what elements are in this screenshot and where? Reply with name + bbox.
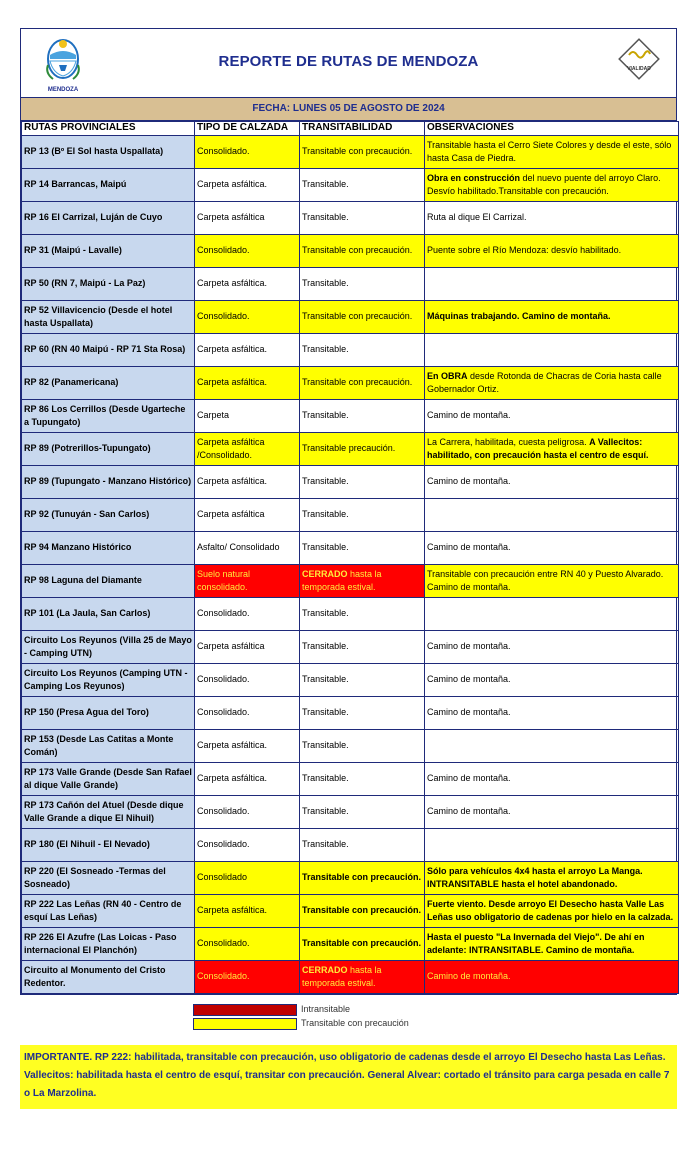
cell-text: RP 50 (RN 7, Maipú - La Paz) <box>24 278 146 289</box>
cell-text: Transitable. <box>302 542 349 553</box>
cell-text: RP 16 El Carrizal, Luján de Cuyo <box>24 212 163 223</box>
cell-text: Carpeta asfáltica. <box>197 278 268 289</box>
cell-text: Camino de montaña. <box>427 410 511 421</box>
table-row <box>22 828 679 861</box>
route-name <box>22 399 195 432</box>
cell-text: RP 52 Villavicencio (Desde el hotel hasta Uspallata) <box>24 305 173 328</box>
cell-text: Transitable. <box>302 278 349 289</box>
bold-text: Obra en construcción <box>427 173 521 183</box>
surface-type <box>195 135 300 168</box>
route-name <box>22 234 195 267</box>
passability <box>300 366 425 399</box>
observations <box>425 333 679 366</box>
cell-text: RP 89 (Potrerillos-Tupungato) <box>24 443 151 454</box>
cell-text: Camino de montaña. <box>427 773 511 784</box>
cell-text: Transitable con precaución. <box>302 872 422 883</box>
cell-text: Transitable. <box>302 212 349 223</box>
observations <box>425 630 679 663</box>
table-row <box>22 564 679 597</box>
surface-type <box>195 894 300 927</box>
cell-text: Camino de montaña. <box>427 641 511 652</box>
route-name <box>22 597 195 630</box>
passability <box>300 894 425 927</box>
cell-text: Transitable. <box>302 608 349 619</box>
legend-swatch <box>193 1004 297 1016</box>
table-row <box>22 300 679 333</box>
table-row <box>22 399 679 432</box>
observations <box>425 234 679 267</box>
observations <box>425 432 679 465</box>
observations <box>425 300 679 333</box>
passability <box>300 795 425 828</box>
cell-text: Transitable. <box>302 344 349 355</box>
surface-type <box>195 597 300 630</box>
cell-text: Consolidado. <box>197 707 250 718</box>
cell-text: RP 173 Valle Grande (Desde San Rafael al dique Valle Grande) <box>24 767 192 790</box>
cell-text: RP 60 (RN 40 Maipú - RP 71 Sta Rosa) <box>24 344 186 355</box>
cell-text: Transitable con precaución entre RN 40 y Puesto Alvarado. Camino de montaña. <box>427 569 664 592</box>
mendoza-logo-caption: MENDOZA <box>47 87 79 93</box>
cell-text: Consolidado. <box>197 806 250 817</box>
cell-text: Camino de montaña. <box>427 542 511 553</box>
cell-text: Transitable. <box>302 410 349 421</box>
surface-type <box>195 630 300 663</box>
route-name <box>22 894 195 927</box>
route-name <box>22 696 195 729</box>
cell-text: Fuerte viento. Desde arroyo El Desecho hasta Valle Las Leñas uso obligatorio de cadenas por hielo en la calzada. <box>427 899 674 922</box>
surface-type <box>195 366 300 399</box>
table-row <box>22 630 679 663</box>
cell-text: Transitable. <box>302 674 349 685</box>
table-row <box>22 729 679 762</box>
passability <box>300 498 425 531</box>
table-row <box>22 267 679 300</box>
surface-type <box>195 300 300 333</box>
passability <box>300 663 425 696</box>
surface-type <box>195 960 300 993</box>
route-name <box>22 729 195 762</box>
route-name <box>22 795 195 828</box>
table-row <box>22 597 679 630</box>
cell-text: Asfalto/ Consolidado <box>197 542 280 553</box>
cell-text: Consolidado. <box>197 674 250 685</box>
route-name <box>22 366 195 399</box>
cell-text: Consolidado. <box>197 971 250 982</box>
cell-text: Transitable con precaución. <box>302 146 413 157</box>
route-name <box>22 465 195 498</box>
cell-text: Transitable. <box>302 179 349 190</box>
route-name <box>22 300 195 333</box>
cell-text: desde Rotonda de Chacras de Coria hasta calle Gobernador Ortiz. <box>427 371 662 394</box>
cell-text: RP 94 Manzano Histórico <box>24 542 132 553</box>
passability <box>300 828 425 861</box>
table-row <box>22 531 679 564</box>
route-report <box>20 28 677 995</box>
passability <box>300 597 425 630</box>
cell-text: Transitable. <box>302 509 349 520</box>
observations <box>425 927 679 960</box>
column-header: TRANSITABILIDAD <box>300 122 425 136</box>
cell-text: La Carrera, habilitada, cuesta peligrosa. <box>427 437 590 447</box>
surface-type <box>195 696 300 729</box>
cell-text: Transitable con precaución. <box>302 311 413 322</box>
observations <box>425 597 679 630</box>
surface-type <box>195 201 300 234</box>
legend-label: Intransitable <box>301 1004 351 1014</box>
surface-type <box>195 531 300 564</box>
route-name <box>22 762 195 795</box>
passability <box>300 729 425 762</box>
table-row <box>22 432 679 465</box>
observations <box>425 795 679 828</box>
surface-type <box>195 663 300 696</box>
cell-text: Transitable. <box>302 641 349 652</box>
observations <box>425 894 679 927</box>
observations <box>425 267 679 300</box>
cell-text: Hasta el puesto "La Invernada del Viejo". De ahí en adelante: INTRANSITABLE. Camino de montaña. <box>427 932 645 955</box>
cell-text: Camino de montaña. <box>427 707 511 718</box>
cell-text: RP 220 (El Sosneado -Termas del Sosneado) <box>24 866 166 889</box>
cell-text: RP 89 (Tupungato - Manzano Histórico) <box>24 476 192 487</box>
report-header <box>21 29 676 98</box>
cell-text: RP 173 Cañón del Atuel (Desde dique Valle Grande a dique El Nihuil) <box>24 800 184 823</box>
cell-text: Camino de montaña. <box>427 674 511 685</box>
surface-type <box>195 399 300 432</box>
vialidad-logo <box>616 37 662 87</box>
surface-type <box>195 465 300 498</box>
legend-swatch <box>193 1018 297 1030</box>
surface-type <box>195 168 300 201</box>
observations <box>425 828 679 861</box>
observations <box>425 861 679 894</box>
table-row <box>22 861 679 894</box>
cell-text: Transitable con precaución. <box>302 938 422 949</box>
table-row <box>22 762 679 795</box>
route-name <box>22 333 195 366</box>
cell-text: Transitable. <box>302 839 349 850</box>
cell-text: Consolidado. <box>197 608 250 619</box>
passability <box>300 531 425 564</box>
cell-text: RP 31 (Maipú - Lavalle) <box>24 245 122 256</box>
passability <box>300 333 425 366</box>
column-header: RUTAS PROVINCIALES <box>22 122 195 136</box>
cell-text: Consolidado. <box>197 311 250 322</box>
observations <box>425 201 679 234</box>
cell-text: Carpeta asfáltica /Consolidado. <box>197 437 265 460</box>
cell-text: RP 180 (El Nihuil - El Nevado) <box>24 839 150 850</box>
route-name <box>22 135 195 168</box>
route-name <box>22 630 195 663</box>
cell-text: Circuito Los Reyunos (Villa 25 de Mayo - Camping UTN) <box>24 635 192 658</box>
route-name <box>22 267 195 300</box>
cell-text: Camino de montaña. <box>427 971 511 982</box>
cell-text: Circuito al Monumento del Cristo Redentor. <box>24 965 166 988</box>
cell-text: hasta la temporada estival. <box>302 569 382 592</box>
observations <box>425 663 679 696</box>
cell-text: RP 14 Barrancas, Maipú <box>24 179 127 190</box>
table-row <box>22 135 679 168</box>
observations <box>425 696 679 729</box>
cell-text: Puente sobre el Río Mendoza: desvío habilitado. <box>427 245 622 256</box>
bold-text: A Vallecitos: habilitado, con precaución hasta el centro de esquí. <box>427 437 649 460</box>
passability <box>300 300 425 333</box>
observations <box>425 564 679 597</box>
observations <box>425 465 679 498</box>
passability <box>300 960 425 993</box>
cell-text: Consolidado. <box>197 146 250 157</box>
passability <box>300 432 425 465</box>
table-row <box>22 168 679 201</box>
cell-text: Consolidado. <box>197 938 250 949</box>
cell-text: Carpeta asfáltica <box>197 641 265 652</box>
cell-text: Carpeta <box>197 410 230 421</box>
passability <box>300 267 425 300</box>
cell-text: Suelo natural consolidado. <box>197 569 251 592</box>
surface-type <box>195 333 300 366</box>
passability <box>300 861 425 894</box>
surface-type <box>195 234 300 267</box>
cell-text: Carpeta asfáltica. <box>197 344 268 355</box>
table-row <box>22 795 679 828</box>
route-name <box>22 531 195 564</box>
cell-text: Transitable. <box>302 806 349 817</box>
cell-text: Consolidado. <box>197 839 250 850</box>
route-name <box>22 861 195 894</box>
report-date: FECHA: LUNES 05 DE AGOSTO DE 2024 <box>21 98 676 121</box>
surface-type <box>195 267 300 300</box>
table-header-row <box>22 122 679 136</box>
table-row <box>22 696 679 729</box>
column-header: TIPO DE CALZADA <box>195 122 300 136</box>
passability <box>300 201 425 234</box>
route-name <box>22 201 195 234</box>
bold-text: En OBRA <box>427 371 468 381</box>
cell-text: Transitable precaución. <box>302 443 396 454</box>
cell-text: RP 82 (Panamericana) <box>24 377 119 388</box>
surface-type <box>195 762 300 795</box>
observations <box>425 729 679 762</box>
observations <box>425 531 679 564</box>
table-row <box>22 201 679 234</box>
passability <box>300 399 425 432</box>
observations <box>425 366 679 399</box>
surface-type <box>195 927 300 960</box>
cell-text: Transitable. <box>302 707 349 718</box>
passability <box>300 234 425 267</box>
passability <box>300 696 425 729</box>
cell-text: RP 153 (Desde Las Catitas a Monte Comán) <box>24 734 174 757</box>
surface-type <box>195 432 300 465</box>
observations <box>425 168 679 201</box>
cell-text: RP 150 (Presa Agua del Toro) <box>24 707 149 718</box>
passability <box>300 927 425 960</box>
surface-type <box>195 795 300 828</box>
passability <box>300 564 425 597</box>
table-row <box>22 663 679 696</box>
cell-text: RP 222 Las Leñas (RN 40 - Centro de esquí Las Leñas) <box>24 899 182 922</box>
route-name <box>22 432 195 465</box>
table-row <box>22 927 679 960</box>
cell-text: Consolidado. <box>197 245 250 256</box>
cell-text: Transitable hasta el Cerro Siete Colores y desde el este, sólo hasta Casa de Piedra. <box>427 140 672 163</box>
bold-text: CERRADO <box>302 569 348 579</box>
surface-type <box>195 729 300 762</box>
cell-text: Sólo para vehículos 4x4 hasta el arroyo La Manga. INTRANSITABLE hasta el hotel abandonado. <box>427 866 643 889</box>
observations <box>425 498 679 531</box>
observations <box>425 762 679 795</box>
cell-text: Carpeta asfáltica. <box>197 377 268 388</box>
cell-text: del nuevo puente del arroyo Claro. Desvío habilitado.Transitable con precaución. <box>427 173 661 196</box>
cell-text: Consolidado <box>197 872 248 883</box>
route-name <box>22 828 195 861</box>
cell-text: Carpeta asfáltica <box>197 212 265 223</box>
cell-text: Carpeta asfáltica <box>197 509 265 520</box>
passability <box>300 762 425 795</box>
passability <box>300 135 425 168</box>
cell-text: Ruta al dique El Carrizal. <box>427 212 527 223</box>
table-row <box>22 366 679 399</box>
route-name <box>22 498 195 531</box>
passability <box>300 465 425 498</box>
surface-type <box>195 861 300 894</box>
passability <box>300 168 425 201</box>
surface-type <box>195 564 300 597</box>
cell-text: Camino de montaña. <box>427 476 511 487</box>
route-name <box>22 168 195 201</box>
cell-text: Carpeta asfáltica. <box>197 773 268 784</box>
bold-text: CERRADO <box>302 965 348 975</box>
cell-text: Carpeta asfáltica. <box>197 179 268 190</box>
route-name <box>22 927 195 960</box>
vialidad-logo-caption: VIALIDAD <box>627 66 651 72</box>
cell-text: Circuito Los Reyunos (Camping UTN - Camping Los Reyunos) <box>24 668 188 691</box>
cell-text: hasta la temporada estival. <box>302 965 382 988</box>
observations <box>425 960 679 993</box>
cell-text: Transitable con precaución. <box>302 377 413 388</box>
cell-text: RP 101 (La Jaula, San Carlos) <box>24 608 151 619</box>
cell-text: Carpeta asfáltica. <box>197 905 268 916</box>
route-name <box>22 564 195 597</box>
table-row <box>22 498 679 531</box>
column-header: OBSERVACIONES <box>425 122 679 136</box>
cell-text: RP 98 Laguna del Diamante <box>24 575 142 586</box>
surface-type <box>195 498 300 531</box>
legend-label: Transitable con precaución <box>301 1018 409 1028</box>
routes-table <box>21 121 679 994</box>
cell-text: RP 226 El Azufre (Las Loicas - Paso internacional El Planchón) <box>24 932 177 955</box>
surface-type <box>195 828 300 861</box>
page-title: REPORTE DE RUTAS DE MENDOZA <box>218 53 479 70</box>
cell-text: RP 13 (Bº El Sol hasta Uspallata) <box>24 146 164 157</box>
route-name <box>22 960 195 993</box>
table-row <box>22 894 679 927</box>
observations <box>425 135 679 168</box>
important-note: IMPORTANTE. RP 222: habilitada, transitable con precaución, uso obligatorio de cadenas desde el arroyo El Desecho hasta Las Leñas. Vallecitos: habilitada hasta el centro de esquí, transitar con precaución. General Alvear: cortado el tránsito para carga pesada en calle 7 o La Marzolina. <box>20 1045 677 1109</box>
cell-text: Carpeta asfáltica. <box>197 740 268 751</box>
cell-text: Transitable con precaución. <box>302 245 413 256</box>
table-row <box>22 465 679 498</box>
cell-text: Transitable. <box>302 476 349 487</box>
bold-text: Máquinas trabajando. Camino de montaña. <box>427 311 611 322</box>
table-row <box>22 234 679 267</box>
cell-text: Transitable. <box>302 740 349 751</box>
cell-text: Camino de montaña. <box>427 806 511 817</box>
cell-text: RP 86 Los Cerrillos (Desde Ugarteche a Tupungato) <box>24 404 186 427</box>
observations <box>425 399 679 432</box>
cell-text: Transitable. <box>302 773 349 784</box>
cell-text: RP 92 (Tunuyán - San Carlos) <box>24 509 150 520</box>
passability <box>300 630 425 663</box>
route-name <box>22 663 195 696</box>
table-row <box>22 960 679 993</box>
vialidad-diamond-icon <box>617 37 661 81</box>
table-row <box>22 333 679 366</box>
cell-text: Transitable con precaución. <box>302 905 422 916</box>
cell-text: Carpeta asfáltica. <box>197 476 268 487</box>
